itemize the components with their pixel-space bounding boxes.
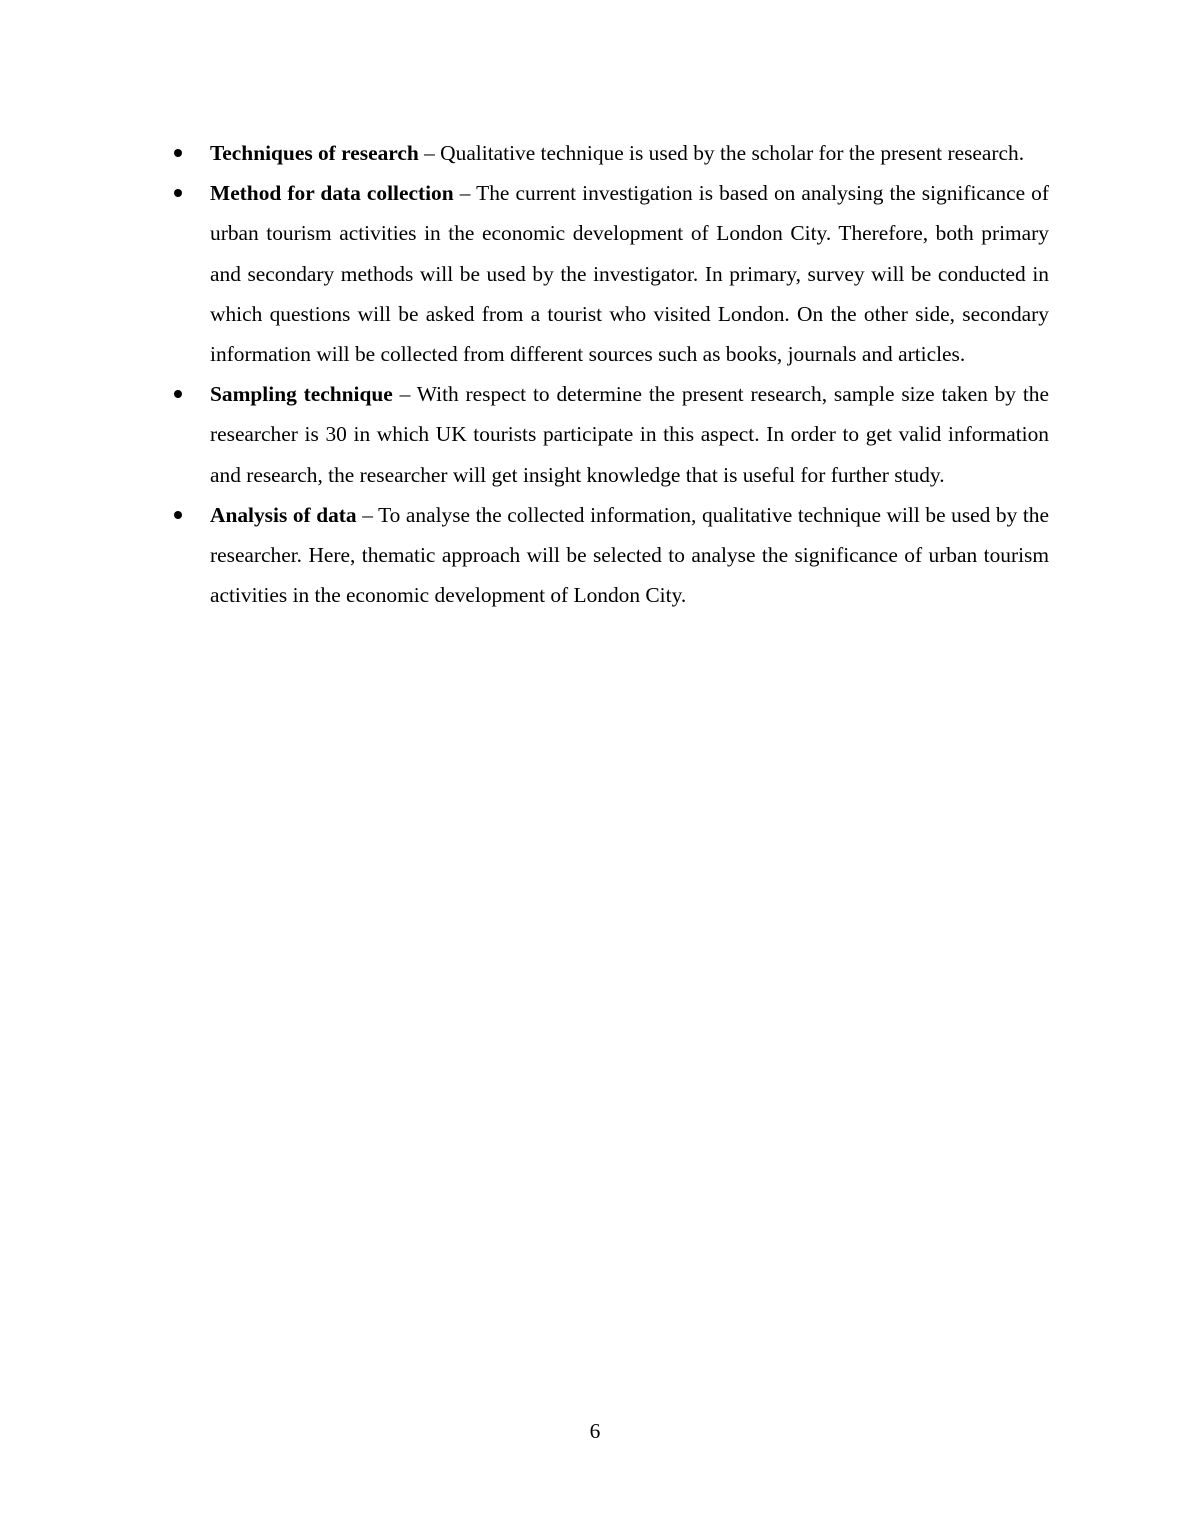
bullet-icon — [174, 390, 182, 398]
list-item-sampling-technique — [172, 374, 1049, 495]
list-item-method-for-data-collection — [172, 173, 1049, 374]
item-text: – With respect to determine the present research, sample size taken by the researcher is 30 in which UK tourists participate in this aspect. In order to get valid information and research, the researcher will get insight knowledge that is useful for further study. — [210, 382, 1049, 487]
bullet-icon — [174, 189, 182, 197]
item-text: – To analyse the collected information, qualitative technique will be used by the researcher. Here, thematic approach will be selected to analyse the significance of urban tourism activities in the economic development of London City. — [210, 502, 1049, 608]
page-number: 6 — [589, 1419, 601, 1443]
item-term: Analysis of data — [210, 502, 357, 527]
item-term: Method for data collection — [210, 181, 454, 206]
item-term: Sampling technique — [210, 382, 393, 407]
list-item-analysis-of-data — [172, 495, 1049, 616]
list-item-techniques-of-research — [172, 133, 1049, 173]
item-text: – The current investigation is based on analysing the significance of urban tourism activities in the economic development of London City. Therefore, both primary and secondary methods will be used by the investigator. In primary, survey will be conducted in which questions will be asked from a tourist who visited London. On the other side, secondary information will be collected from different sources such as books, journals and articles. — [210, 181, 1049, 367]
methodology-bullet-list — [172, 133, 1049, 615]
bullet-icon — [174, 149, 182, 157]
bullet-icon — [174, 511, 182, 519]
item-term: Techniques of research — [210, 141, 419, 165]
item-text: – Qualitative technique is used by the scholar for the present research. — [418, 141, 1025, 165]
